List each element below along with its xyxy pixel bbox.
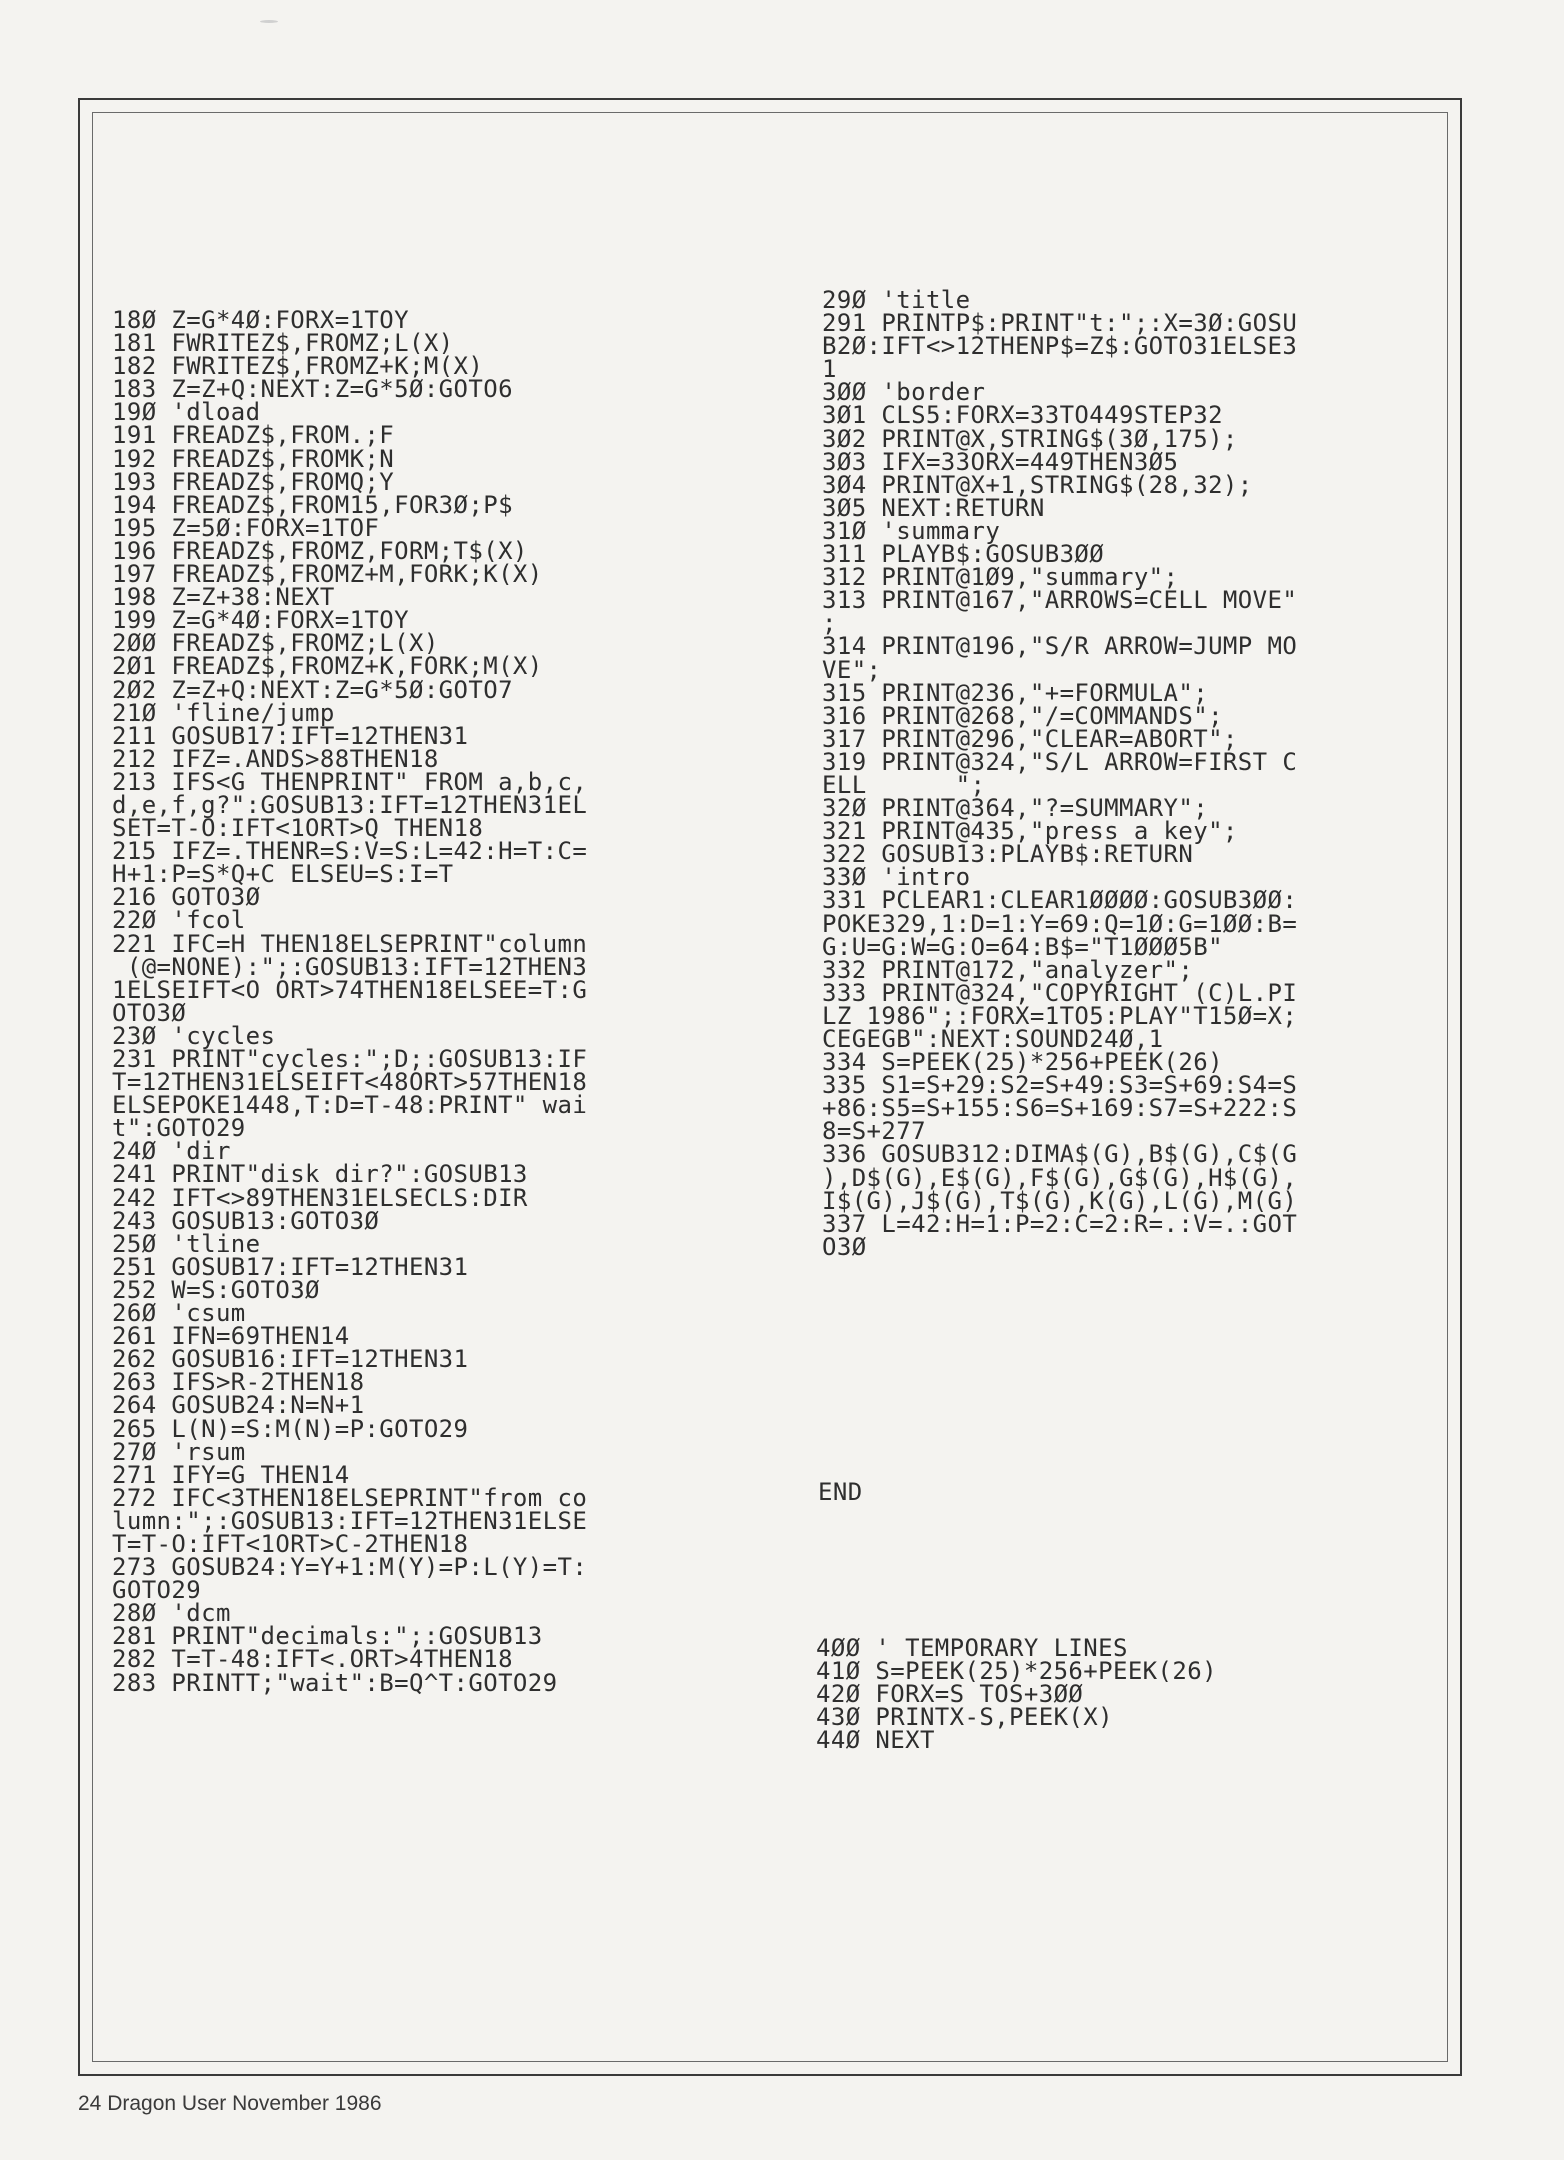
code-line: 321 PRINT@435,"press a key"; bbox=[822, 817, 1238, 846]
code-line: T=T-O:IFT<1ORT>C-2THEN18 bbox=[112, 1529, 469, 1558]
code-line: 317 PRINT@296,"CLEAR=ABORT"; bbox=[822, 724, 1238, 753]
code-line: 24Ø 'dir bbox=[112, 1137, 231, 1166]
code-line: 311 PLAYB$:GOSUB3ØØ bbox=[822, 540, 1105, 569]
code-line: 3Ø3 IFX=33ORX=449THEN3Ø5 bbox=[822, 447, 1179, 476]
code-line: 261 IFN=69THEN14 bbox=[112, 1322, 350, 1351]
code-line: 196 FREADZ$,FROMZ,FORM;T$(X) bbox=[112, 536, 528, 565]
code-line: 313 PRINT@167,"ARROWS=CELL MOVE" bbox=[822, 586, 1298, 615]
code-line: VE"; bbox=[822, 655, 882, 684]
code-line: 18Ø Z=G*4Ø:FORX=1TOY bbox=[112, 306, 409, 334]
listing-right-column bbox=[822, 286, 1298, 1261]
code-line: 251 GOSUB17:IFT=12THEN31 bbox=[112, 1252, 469, 1281]
code-line: 271 IFY=G THEN14 bbox=[112, 1460, 350, 1489]
code-line: H+1:P=S*Q+C ELSEU=S:I=T bbox=[112, 860, 454, 889]
code-line: 243 GOSUB13:GOTO3Ø bbox=[112, 1206, 380, 1235]
code-line: 273 GOSUB24:Y=Y+1:M(Y)=P:L(Y)=T: bbox=[112, 1553, 588, 1582]
code-line: 195 Z=5Ø:FORX=1TOF bbox=[112, 513, 380, 542]
code-line: 291 PRINTP$:PRINT"t:";:X=3Ø:GOSU bbox=[822, 309, 1298, 338]
code-line: 213 IFS<G THENPRINT" FROM a,b,c, bbox=[112, 767, 588, 796]
code-line: 212 IFZ=.ANDS>88THEN18 bbox=[112, 744, 439, 773]
code-line: 21Ø 'fline/jump bbox=[112, 698, 335, 727]
code-line: CEGEGB":NEXT:SOUND24Ø,1 bbox=[822, 1025, 1164, 1053]
code-line: 242 IFT<>89THEN31ELSECLS:DIR bbox=[112, 1183, 528, 1212]
code-line: 282 T=T-48:IFT<.ORT>4THEN18 bbox=[112, 1645, 513, 1674]
code-line: SET=T-O:IFT<1ORT>Q THEN18 bbox=[112, 814, 484, 843]
code-line: 2Ø2 Z=Z+Q:NEXT:Z=G*5Ø:GOTO7 bbox=[112, 675, 513, 704]
code-line: 43Ø PRINTX-S,PEEK(X) bbox=[816, 1703, 1113, 1732]
code-line: I$(G),J$(G),T$(G),K(G),L(G),M(G) bbox=[822, 1186, 1298, 1215]
end-label: END bbox=[818, 1478, 863, 1506]
code-line: 3ØØ 'border bbox=[822, 378, 986, 407]
code-line: 315 PRINT@236,"+=FORMULA"; bbox=[822, 678, 1209, 707]
code-line: (@=NONE):";:GOSUB13:IFT=12THEN3 bbox=[112, 952, 588, 981]
code-line: LZ 1986";:FORX=1TO5:PLAY"T15Ø=X; bbox=[822, 1001, 1298, 1030]
code-line: 19Ø 'dload bbox=[112, 398, 261, 427]
code-line: 316 PRINT@268,"/=COMMANDS"; bbox=[822, 701, 1223, 730]
code-line: 182 FWRITEZ$,FROMZ+K;M(X) bbox=[112, 352, 484, 381]
code-line: 183 Z=Z+Q:NEXT:Z=G*5Ø:GOTO6 bbox=[112, 375, 513, 404]
code-line: 211 GOSUB17:IFT=12THEN31 bbox=[112, 721, 469, 750]
code-line: 44Ø NEXT bbox=[816, 1726, 935, 1755]
code-line: 312 PRINT@1Ø9,"summary"; bbox=[822, 563, 1179, 592]
code-line: 283 PRINTT;"wait":B=Q^T:GOTO29 bbox=[112, 1668, 558, 1697]
code-line: 333 PRINT@324,"COPYRIGHT (C)L.PI bbox=[822, 978, 1298, 1007]
code-line: t":GOTO29 bbox=[112, 1114, 246, 1143]
code-line: 3Ø4 PRINT@X+1,STRING$(28,32); bbox=[822, 470, 1253, 499]
code-line: 2Ø1 FREADZ$,FROMZ+K,FORK;M(X) bbox=[112, 652, 543, 681]
code-line: GOTO29 bbox=[112, 1576, 202, 1605]
code-line: 331 PCLEAR1:CLEAR1ØØØØ:GOSUB3ØØ: bbox=[822, 886, 1298, 915]
code-line: 41Ø S=PEEK(25)*256+PEEK(26) bbox=[816, 1657, 1217, 1686]
temporary-lines-listing bbox=[816, 1634, 1217, 1755]
code-line: 262 GOSUB16:IFT=12THEN31 bbox=[112, 1345, 469, 1374]
listing-left-column bbox=[112, 306, 588, 1697]
code-line: B2Ø:IFT<>12THENP$=Z$:GOTO31ELSE3 bbox=[822, 332, 1298, 361]
code-line: 3Ø1 CLS5:FORX=33TO449STEP32 bbox=[822, 401, 1223, 430]
code-line: 272 IFC<3THEN18ELSEPRINT"from co bbox=[112, 1483, 588, 1512]
code-line: 23Ø 'cycles bbox=[112, 1021, 276, 1050]
paper-speck bbox=[260, 20, 278, 23]
code-line: 22Ø 'fcol bbox=[112, 906, 246, 935]
code-line: 8=S+277 bbox=[822, 1117, 926, 1146]
code-line: lumn:";:GOSUB13:IFT=12THEN31ELSE bbox=[112, 1506, 588, 1535]
code-line: 265 L(N)=S:M(N)=P:GOTO29 bbox=[112, 1414, 469, 1443]
code-line: 3Ø5 NEXT:RETURN bbox=[822, 493, 1045, 522]
code-line: G:U=G:W=G:O=64:B$="T1ØØØ5B" bbox=[822, 932, 1223, 961]
code-line: 32Ø PRINT@364,"?=SUMMARY"; bbox=[822, 794, 1209, 823]
code-line: 192 FREADZ$,FROMK;N bbox=[112, 444, 395, 473]
code-line: 1ELSEIFT<O ORT>74THEN18ELSEE=T:G bbox=[112, 975, 588, 1004]
code-line: 2ØØ FREADZ$,FROMZ;L(X) bbox=[112, 629, 439, 658]
code-line: 216 GOTO3Ø bbox=[112, 883, 261, 912]
code-line: T=12THEN31ELSEIFT<48ORT>57THEN18 bbox=[112, 1068, 588, 1097]
code-line: 215 IFZ=.THENR=S:V=S:L=42:H=T:C= bbox=[112, 837, 588, 866]
code-line: ELL "; bbox=[822, 770, 986, 799]
code-line: +86:S5=S+155:S6=S+169:S7=S+222:S bbox=[822, 1094, 1298, 1123]
code-line: 231 PRINT"cycles:";D;:GOSUB13:IF bbox=[112, 1045, 588, 1073]
code-line: 42Ø FORX=S TOS+3ØØ bbox=[816, 1680, 1084, 1709]
page-footer: 24 Dragon User November 1986 bbox=[78, 2092, 382, 2115]
code-line: 194 FREADZ$,FROM15,FOR3Ø;P$ bbox=[112, 490, 513, 519]
code-line: POKE329,1:D=1:Y=69:Q=1Ø:G=1ØØ:B= bbox=[822, 909, 1298, 938]
code-line: 281 PRINT"decimals:";:GOSUB13 bbox=[112, 1622, 543, 1651]
code-line: 314 PRINT@196,"S/R ARROW=JUMP MO bbox=[822, 632, 1298, 661]
code-line: 193 FREADZ$,FROMQ;Y bbox=[112, 467, 395, 496]
code-line: 241 PRINT"disk dir?":GOSUB13 bbox=[112, 1160, 528, 1189]
code-line: ),D$(G),E$(G),F$(G),G$(G),H$(G), bbox=[822, 1163, 1298, 1192]
code-line: 334 S=PEEK(25)*256+PEEK(26) bbox=[822, 1048, 1223, 1077]
code-line: 332 PRINT@172,"analyzer"; bbox=[822, 955, 1194, 984]
code-line: 4ØØ ' TEMPORARY LINES bbox=[816, 1634, 1128, 1662]
code-line: 29Ø 'title bbox=[822, 286, 971, 314]
code-line: 181 FWRITEZ$,FROMZ;L(X) bbox=[112, 329, 454, 358]
code-line: 319 PRINT@324,"S/L ARROW=FIRST C bbox=[822, 747, 1298, 776]
code-line: 197 FREADZ$,FROMZ+M,FORK;K(X) bbox=[112, 560, 543, 589]
code-line: 26Ø 'csum bbox=[112, 1299, 246, 1328]
code-line: 3Ø2 PRINT@X,STRING$(3Ø,175); bbox=[822, 424, 1238, 453]
code-line: 191 FREADZ$,FROM.;F bbox=[112, 421, 395, 450]
code-line: 337 L=42:H=1:P=2:C=2:R=.:V=.:GOT bbox=[822, 1209, 1298, 1238]
code-line: O3Ø bbox=[822, 1232, 867, 1261]
code-line: ELSEPOKE1448,T:D=T-48:PRINT" wai bbox=[112, 1091, 588, 1120]
code-line: 336 GOSUB312:DIMA$(G),B$(G),C$(G bbox=[822, 1140, 1298, 1169]
code-line: 31Ø 'summary bbox=[822, 516, 1001, 545]
code-line: 264 GOSUB24:N=N+1 bbox=[112, 1391, 365, 1420]
code-line: d,e,f,g?":GOSUB13:IFT=12THEN31EL bbox=[112, 790, 588, 819]
code-line: 263 IFS>R-2THEN18 bbox=[112, 1368, 365, 1397]
code-line: 221 IFC=H THEN18ELSEPRINT"column bbox=[112, 929, 588, 958]
code-line: 33Ø 'intro bbox=[822, 863, 971, 892]
code-line: 25Ø 'tline bbox=[112, 1229, 261, 1258]
code-line: 28Ø 'dcm bbox=[112, 1599, 231, 1628]
code-line: 199 Z=G*4Ø:FORX=1TOY bbox=[112, 606, 409, 635]
code-line: ; bbox=[822, 609, 837, 638]
code-line: 27Ø 'rsum bbox=[112, 1437, 246, 1466]
code-line: 1 bbox=[822, 355, 837, 384]
code-line: 198 Z=Z+38:NEXT bbox=[112, 583, 335, 612]
code-line: 252 W=S:GOTO3Ø bbox=[112, 1275, 320, 1304]
code-line: 335 S1=S+29:S2=S+49:S3=S+69:S4=S bbox=[822, 1071, 1298, 1100]
code-line: OTO3Ø bbox=[112, 998, 187, 1027]
code-line: 322 GOSUB13:PLAYB$:RETURN bbox=[822, 840, 1194, 869]
